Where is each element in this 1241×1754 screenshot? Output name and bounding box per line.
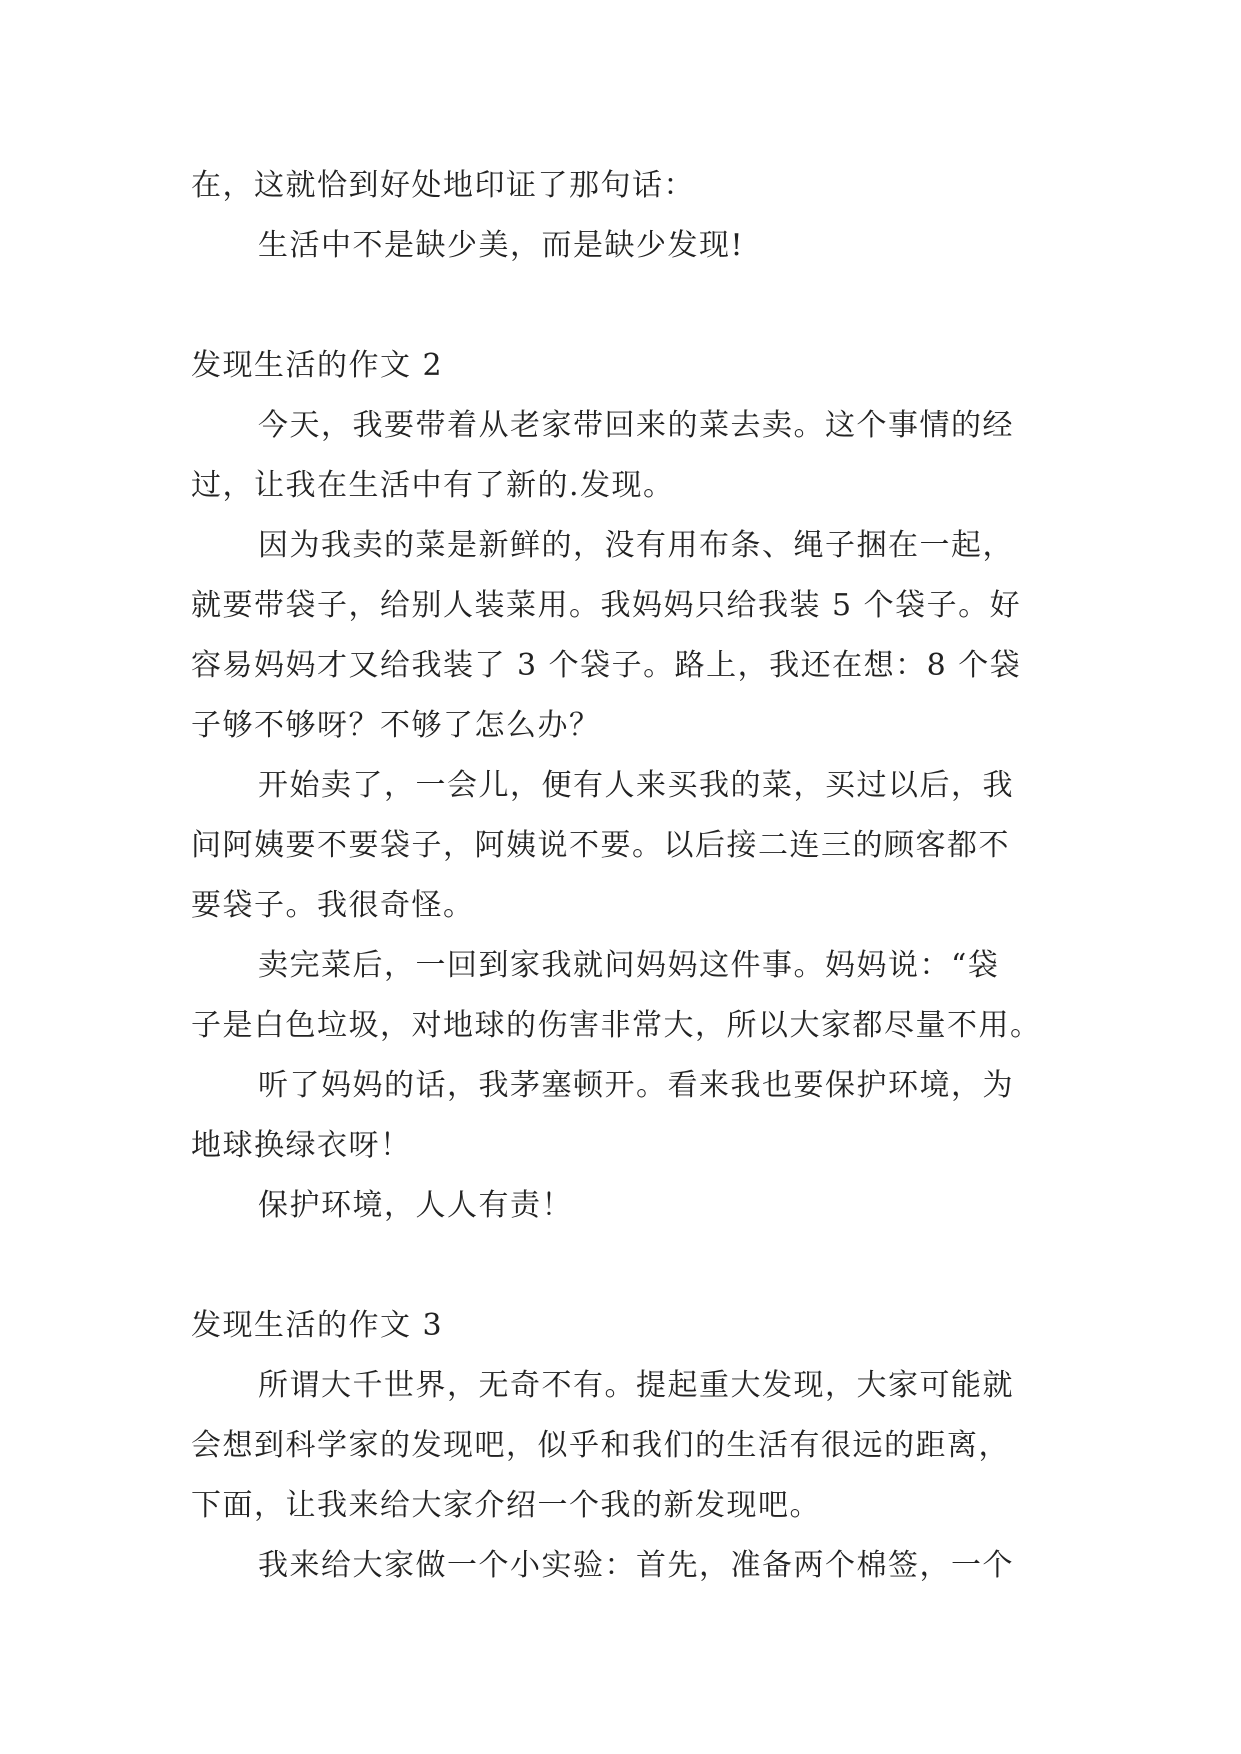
paragraph-line: 保护环境，人人有责！ [258,1188,573,1223]
paragraph-line: 所谓大千世界，无奇不有。提起重大发现，大家可能就 [258,1368,1014,1403]
paragraph-line: 就要带袋子，给别人装菜用。我妈妈只给我装 5 个袋子。好 [191,588,1022,623]
paragraph-line: 过，让我在生活中有了新的.发现。 [191,468,675,503]
paragraph-line: 问阿姨要不要袋子，阿姨说不要。以后接二连三的顾客都不 [191,828,1010,863]
paragraph-line: 因为我卖的菜是新鲜的，没有用布条、绳子捆在一起， [258,528,1014,563]
paragraph-line: 会想到科学家的发现吧，似乎和我们的生活有很远的距离， [191,1428,1010,1463]
section-heading: 发现生活的作文 2 [191,348,444,383]
paragraph-line: 听了妈妈的话，我茅塞顿开。看来我也要保护环境，为 [258,1068,1014,1103]
paragraph-line: 今天，我要带着从老家带回来的菜去卖。这个事情的经 [258,408,1014,443]
paragraph-line: 容易妈妈才又给我装了 3 个袋子。路上，我还在想：8 个袋 [191,648,1022,683]
paragraph-line: 子是白色垃圾，对地球的伤害非常大，所以大家都尽量不用。 [191,1008,1042,1043]
paragraph-line: 下面，让我来给大家介绍一个我的新发现吧。 [191,1488,821,1523]
paragraph-line: 子够不够呀？不够了怎么办？ [191,708,601,743]
section-heading: 发现生活的作文 3 [191,1308,444,1343]
paragraph-line: 地球换绿衣呀！ [191,1128,412,1163]
paragraph-line: 生活中不是缺少美，而是缺少发现! [258,228,745,263]
paragraph-line: 在，这就恰到好处地印证了那句话： [191,168,695,203]
paragraph-line: 开始卖了，一会儿，便有人来买我的菜，买过以后，我 [258,768,1014,803]
paragraph-line: 要袋子。我很奇怪。 [191,888,475,923]
paragraph-line: 卖完菜后，一回到家我就问妈妈这件事。妈妈说：“袋 [258,948,1000,983]
paragraph-line: 我来给大家做一个小实验：首先，准备两个棉签，一个 [258,1548,1014,1583]
